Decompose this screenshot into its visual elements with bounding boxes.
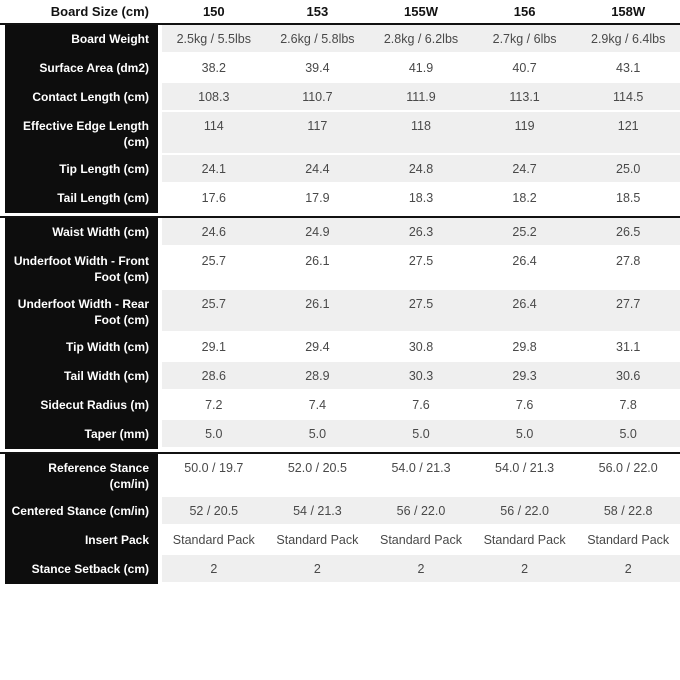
spec-row-label: Underfoot Width - Rear Foot (cm) — [5, 290, 158, 333]
table-row — [0, 362, 680, 391]
spec-value-cell: 118 — [369, 112, 473, 155]
spec-value-cell: 30.6 — [576, 362, 680, 391]
table-row — [0, 247, 680, 290]
spec-value-cell: 30.8 — [369, 333, 473, 362]
spec-value-cell: 2 — [576, 555, 680, 584]
spec-value-cell: 52 / 20.5 — [162, 497, 266, 526]
spec-value-cell: 29.8 — [473, 333, 577, 362]
spec-value-cell: 7.4 — [266, 391, 370, 420]
spec-value-cell: 7.6 — [369, 391, 473, 420]
spec-value-cell: 56 / 22.0 — [369, 497, 473, 526]
spec-value-cell: 27.8 — [576, 247, 680, 290]
spec-value-cell: 117 — [266, 112, 370, 155]
spec-value-cell: 25.7 — [162, 290, 266, 333]
table-row — [0, 497, 680, 526]
spec-row-label: Taper (mm) — [5, 420, 158, 449]
spec-value-cell: 40.7 — [473, 54, 577, 83]
spec-value-cell: 111.9 — [369, 83, 473, 112]
spec-value-cell: 5.0 — [162, 420, 266, 449]
spec-value-cell: 43.1 — [576, 54, 680, 83]
spec-value-cell: 56 / 22.0 — [473, 497, 577, 526]
spec-value-cell: 113.1 — [473, 83, 577, 112]
table-row — [0, 83, 680, 112]
spec-value-cell: 26.4 — [473, 290, 577, 333]
table-row — [0, 420, 680, 449]
spec-value-cell: 24.6 — [162, 218, 266, 247]
spec-value-cell: 29.4 — [266, 333, 370, 362]
spec-value-cell: 17.9 — [266, 184, 370, 213]
spec-value-cell: 54 / 21.3 — [266, 497, 370, 526]
spec-value-cell: 2 — [369, 555, 473, 584]
table-row — [0, 218, 680, 247]
table-header-row — [0, 0, 680, 25]
spec-group-3 — [0, 454, 680, 584]
spec-value-cell: 26.1 — [266, 290, 370, 333]
spec-value-cell: 28.9 — [266, 362, 370, 391]
spec-row-label: Sidecut Radius (m) — [5, 391, 158, 420]
spec-value-cell: 24.1 — [162, 155, 266, 184]
spec-value-cell: 52.0 / 20.5 — [266, 454, 370, 497]
spec-value-cell: 7.6 — [473, 391, 577, 420]
spec-value-cell: 28.6 — [162, 362, 266, 391]
spec-value-cell: 7.2 — [162, 391, 266, 420]
spec-row-label: Surface Area (dm2) — [5, 54, 158, 83]
spec-value-cell: 26.5 — [576, 218, 680, 247]
spec-value-cell: 25.7 — [162, 247, 266, 290]
spec-value-cell: 119 — [473, 112, 577, 155]
spec-value-cell: 25.0 — [576, 155, 680, 184]
table-body — [0, 25, 680, 584]
table-row — [0, 155, 680, 184]
spec-value-cell: 7.8 — [576, 391, 680, 420]
header-size-150: 150 — [202, 4, 225, 19]
spec-value-cell: 2 — [162, 555, 266, 584]
table-row — [0, 526, 680, 555]
spec-value-cell: 58 / 22.8 — [576, 497, 680, 526]
table-row — [0, 112, 680, 155]
spec-value-cell: 2.5kg / 5.5lbs — [162, 25, 266, 54]
spec-value-cell: 2.8kg / 6.2lbs — [369, 25, 473, 54]
spec-value-cell: 24.4 — [266, 155, 370, 184]
table-row — [0, 391, 680, 420]
spec-value-cell: 2.6kg / 5.8lbs — [266, 25, 370, 54]
spec-value-cell: 24.7 — [473, 155, 577, 184]
table-row — [0, 290, 680, 333]
spec-value-cell: 18.2 — [473, 184, 577, 213]
spec-group-2 — [0, 218, 680, 449]
spec-value-cell: 2 — [266, 555, 370, 584]
header-size-158w: 158W — [611, 4, 646, 19]
spec-value-cell: 26.3 — [369, 218, 473, 247]
spec-value-cell: 27.5 — [369, 247, 473, 290]
spec-row-label: Stance Setback (cm) — [5, 555, 158, 584]
spec-value-cell: 39.4 — [266, 54, 370, 83]
table-row — [0, 454, 680, 497]
header-size-156: 156 — [513, 4, 536, 19]
spec-value-cell: 18.5 — [576, 184, 680, 213]
spec-value-cell: 121 — [576, 112, 680, 155]
spec-value-cell: 29.3 — [473, 362, 577, 391]
spec-value-cell: 26.4 — [473, 247, 577, 290]
spec-value-cell: Standard Pack — [266, 526, 370, 555]
spec-row-label: Tail Width (cm) — [5, 362, 158, 391]
spec-value-cell: 26.1 — [266, 247, 370, 290]
table-row — [0, 555, 680, 584]
spec-value-cell: 25.2 — [473, 218, 577, 247]
header-size-155w: 155W — [404, 4, 438, 19]
spec-value-cell: 17.6 — [162, 184, 266, 213]
spec-value-cell: 24.8 — [369, 155, 473, 184]
spec-value-cell: 114 — [162, 112, 266, 155]
spec-row-label: Tip Width (cm) — [5, 333, 158, 362]
table-row — [0, 333, 680, 362]
spec-value-cell: 38.2 — [162, 54, 266, 83]
spec-value-cell: 5.0 — [473, 420, 577, 449]
spec-row-label: Centered Stance (cm/in) — [5, 497, 158, 526]
spec-value-cell: Standard Pack — [576, 526, 680, 555]
spec-value-cell: 108.3 — [162, 83, 266, 112]
spec-value-cell: 2 — [473, 555, 577, 584]
spec-value-cell: 54.0 / 21.3 — [473, 454, 577, 497]
spec-value-cell: 56.0 / 22.0 — [576, 454, 680, 497]
spec-row-label: Underfoot Width - Front Foot (cm) — [5, 247, 158, 290]
spec-value-cell: 18.3 — [369, 184, 473, 213]
table-row — [0, 54, 680, 83]
spec-value-cell: 2.7kg / 6lbs — [473, 25, 577, 54]
spec-value-cell: 27.7 — [576, 290, 680, 333]
spec-group-1 — [0, 25, 680, 213]
spec-value-cell: 2.9kg / 6.4lbs — [576, 25, 680, 54]
spec-value-cell: 31.1 — [576, 333, 680, 362]
spec-value-cell: 110.7 — [266, 83, 370, 112]
table-row — [0, 184, 680, 213]
spec-value-cell: 5.0 — [369, 420, 473, 449]
spec-row-label: Contact Length (cm) — [5, 83, 158, 112]
spec-value-cell: Standard Pack — [369, 526, 473, 555]
spec-value-cell: 30.3 — [369, 362, 473, 391]
spec-value-cell: Standard Pack — [162, 526, 266, 555]
spec-value-cell: 29.1 — [162, 333, 266, 362]
spec-value-cell: 54.0 / 21.3 — [369, 454, 473, 497]
spec-row-label: Tip Length (cm) — [5, 155, 158, 184]
spec-value-cell: 41.9 — [369, 54, 473, 83]
spec-row-label: Waist Width (cm) — [5, 218, 158, 247]
spec-value-cell: 27.5 — [369, 290, 473, 333]
spec-value-cell: 5.0 — [266, 420, 370, 449]
header-size-153: 153 — [306, 4, 329, 19]
spec-value-cell: 5.0 — [576, 420, 680, 449]
spec-value-cell: 24.9 — [266, 218, 370, 247]
spec-value-cell: 50.0 / 19.7 — [162, 454, 266, 497]
table-row — [0, 25, 680, 54]
spec-value-cell: 114.5 — [576, 83, 680, 112]
spec-row-label: Effective Edge Length (cm) — [5, 112, 158, 155]
spec-row-label: Insert Pack — [5, 526, 158, 555]
spec-value-cell: Standard Pack — [473, 526, 577, 555]
spec-row-label: Reference Stance (cm/in) — [5, 454, 158, 497]
spec-row-label: Board Weight — [5, 25, 158, 54]
header-board-size-label: Board Size (cm) — [50, 4, 149, 19]
spec-row-label: Tail Length (cm) — [5, 184, 158, 213]
